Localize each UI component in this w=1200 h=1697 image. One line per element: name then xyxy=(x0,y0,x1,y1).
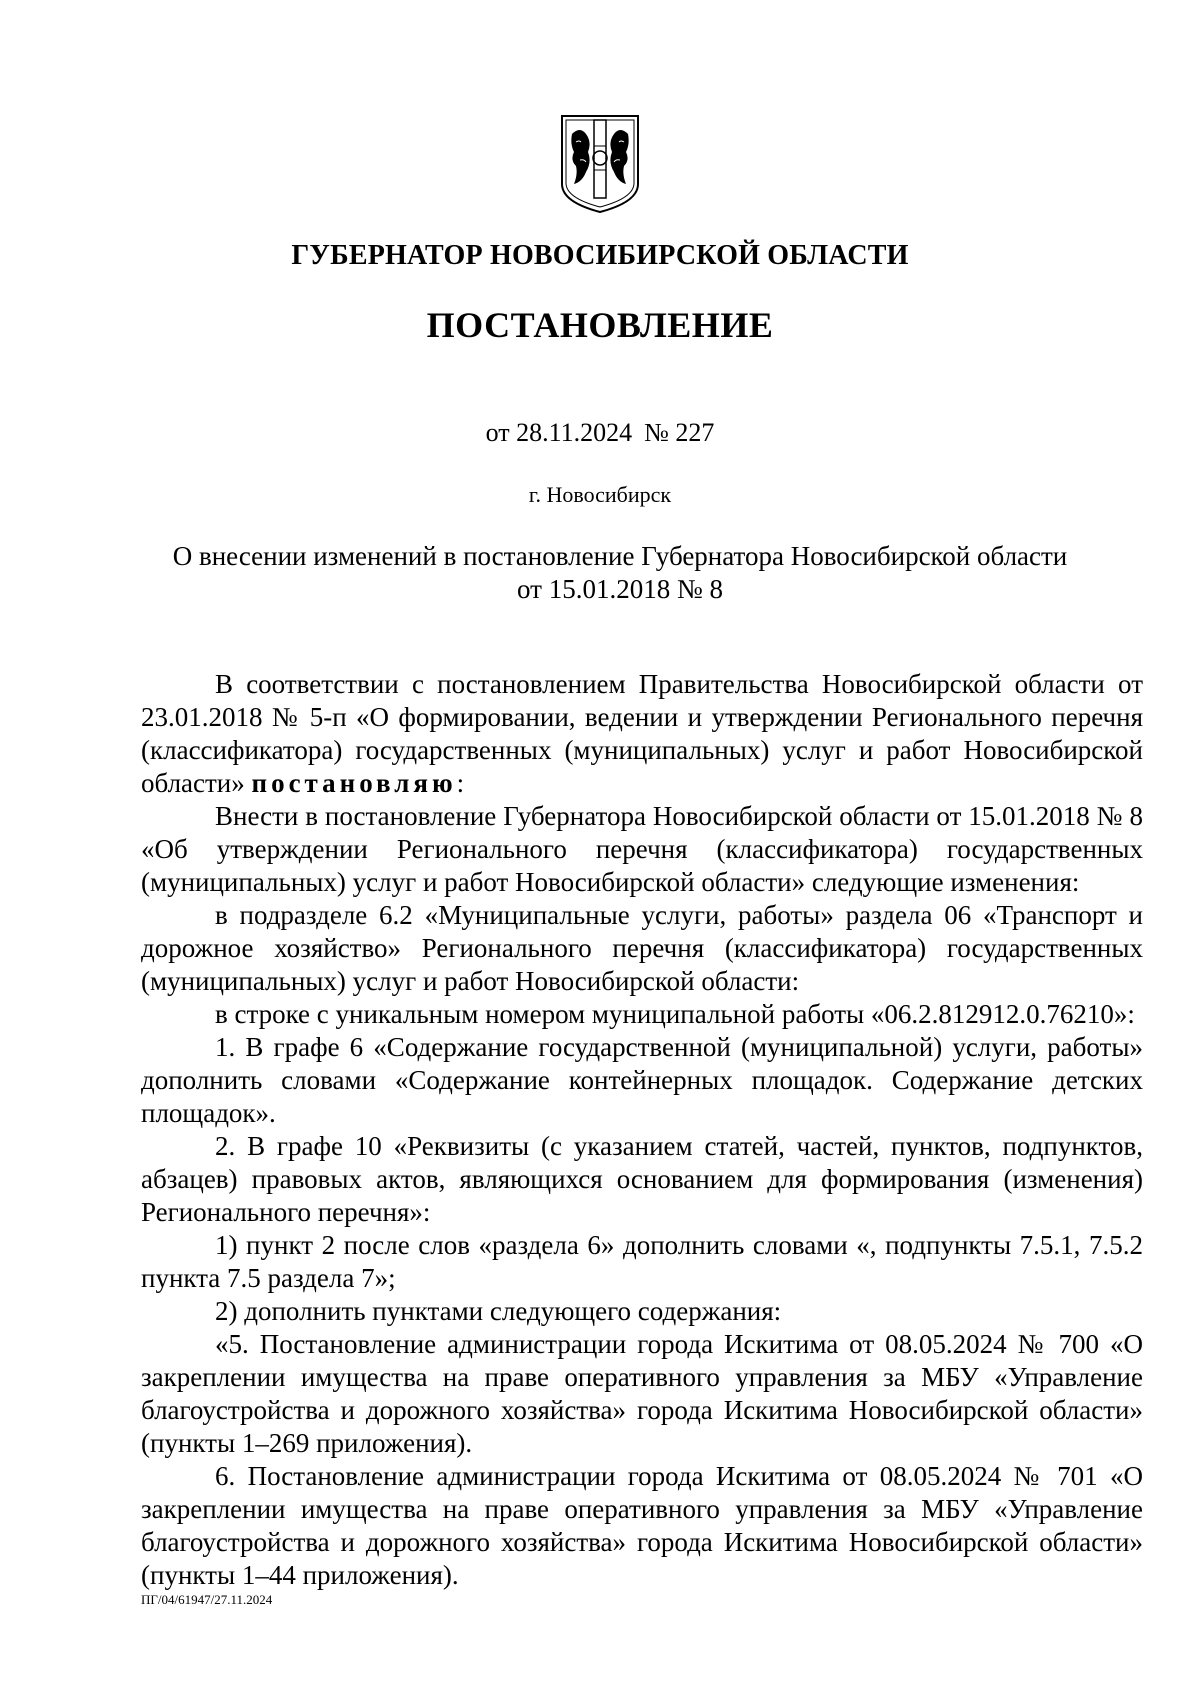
preamble-paragraph xyxy=(141,668,1143,800)
subject-line-1: О внесении изменений в постановление Губернатора Новосибирской области xyxy=(172,541,1068,571)
place-of-issue: г. Новосибирск xyxy=(528,482,672,507)
body-paragraph: 1) пункт 2 после слов «раздела 6» дополнить словами «, подпункты 7.5.1, 7.5.2 пункта 7.5 раздела 7»; xyxy=(141,1230,1143,1293)
document-body xyxy=(141,668,1143,1592)
body-paragraph: в подразделе 6.2 «Муниципальные услуги, работы» раздела 06 «Транспорт и дорожное хозяйство» Регионального перечня (классификатора) государственных (муниципальных) услуг и работ Новосибирской области: xyxy=(141,900,1143,996)
body-paragraph: 2) дополнить пунктами следующего содержания: xyxy=(215,1296,782,1326)
document-registration-code: ПГ/04/61947/27.11.2024 xyxy=(141,1592,273,1607)
subject-line-2: от 15.01.2018 № 8 xyxy=(517,574,723,604)
document-date: от 28.11.2024 xyxy=(485,418,633,447)
body-paragraph: 2. В графе 10 «Реквизиты (с указанием статей, частей, пунктов, подпунктов, абзацев) правовых актов, являющихся основанием для формирования (изменения) Регионального перечня»: xyxy=(141,1131,1143,1227)
coat-of-arms-icon xyxy=(558,112,642,216)
issuing-authority: ГУБЕРНАТОР НОВОСИБИРСКОЙ ОБЛАСТИ xyxy=(291,240,909,271)
decree-colon: : xyxy=(456,768,465,798)
body-paragraph: Внести в постановление Губернатора Новосибирской области от 15.01.2018 № 8 «Об утверждении Регионального перечня (классификатора) государственных (муниципальных) услуг и работ Новосибирской области» следующие изменения: xyxy=(141,801,1143,897)
body-paragraph: 6. Постановление администрации города Искитима от 08.05.2024 № 701 «О закреплении имущества на праве оперативного управления за МБУ «Управление благоустройства и дорожного хозяйства» города Искитима Новосибирской области» (пункты 1–44 приложения). xyxy=(141,1461,1143,1590)
document-subject xyxy=(140,540,1100,606)
body-paragraph: в строке с уникальным номером муниципальной работы «06.2.812912.0.76210»: xyxy=(215,999,1135,1029)
preamble-text: В соответствии с постановлением Правительства Новосибирской области от 23.01.2018 № 5-п «О формировании, ведении и утверждении Регионального перечня (классификатора) государственных (муниципальных) услуг и работ Новосибирской области» xyxy=(141,669,1143,798)
body-paragraph: 1. В графе 6 «Содержание государственной (муниципальной) услуги, работы» дополнить словами «Содержание контейнерных площадок. Содержание детских площадок». xyxy=(141,1032,1143,1128)
body-paragraph: «5. Постановление администрации города Искитима от 08.05.2024 № 700 «О закреплении имущества на праве оперативного управления за МБУ «Управление благоустройства и дорожного хозяйства» города Искитима Новосибирской области» (пункты 1–269 приложения). xyxy=(141,1329,1143,1458)
decree-word: постановляю xyxy=(251,768,457,798)
document-number: № 227 xyxy=(644,418,715,447)
document-type-title: ПОСТАНОВЛЕНИЕ xyxy=(426,305,774,345)
date-and-number-line xyxy=(0,418,1200,448)
